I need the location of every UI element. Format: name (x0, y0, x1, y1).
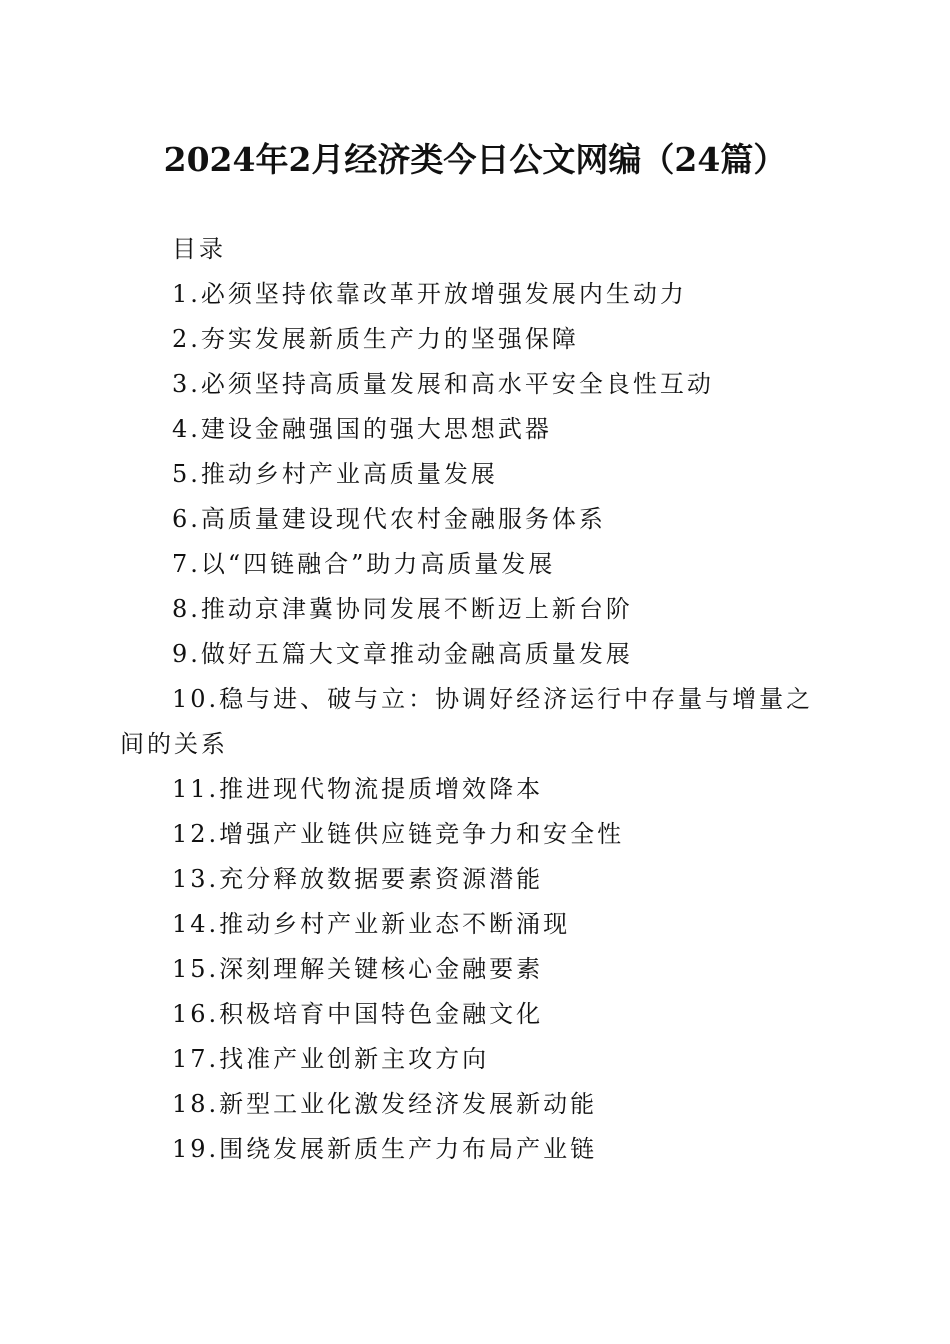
toc-item: 8.推动京津冀协同发展不断迈上新台阶 (172, 595, 633, 623)
toc-item: 7.以“四链融合”助力高质量发展 (172, 550, 556, 578)
toc-item: 16.积极培育中国特色金融文化 (172, 1000, 544, 1028)
toc-heading: 目录 (172, 235, 226, 263)
toc-item: 3.必须坚持高质量发展和高水平安全良性互动 (172, 370, 714, 398)
toc-item: 13.充分释放数据要素资源潜能 (172, 865, 544, 893)
toc-item: 10.稳与进、破与立：协调好经济运行中存量与增量之间的关系 (120, 685, 814, 758)
toc-item: 9.做好五篇大文章推动金融高质量发展 (172, 640, 633, 668)
toc-item: 1.必须坚持依靠改革开放增强发展内生动力 (172, 280, 687, 308)
toc-item: 17.找准产业创新主攻方向 (172, 1045, 490, 1073)
toc-item: 18.新型工业化激发经济发展新动能 (172, 1090, 598, 1118)
toc-list (120, 272, 830, 1172)
toc-item: 15.深刻理解关键核心金融要素 (172, 955, 544, 983)
document-title: 2024年2月经济类今日公文网编（24篇） (163, 140, 787, 179)
toc-item: 11.推进现代物流提质增效降本 (172, 775, 544, 803)
table-of-contents (120, 227, 830, 1172)
toc-item: 14.推动乡村产业新业态不断涌现 (172, 910, 571, 938)
toc-item: 2.夯实发展新质生产力的坚强保障 (172, 325, 579, 353)
toc-item: 4.建设金融强国的强大思想武器 (172, 415, 552, 443)
toc-item: 19.围绕发展新质生产力布局产业链 (172, 1135, 598, 1163)
toc-item: 5.推动乡村产业高质量发展 (172, 460, 498, 488)
toc-item: 6.高质量建设现代农村金融服务体系 (172, 505, 606, 533)
toc-item: 12.增强产业链供应链竞争力和安全性 (172, 820, 625, 848)
